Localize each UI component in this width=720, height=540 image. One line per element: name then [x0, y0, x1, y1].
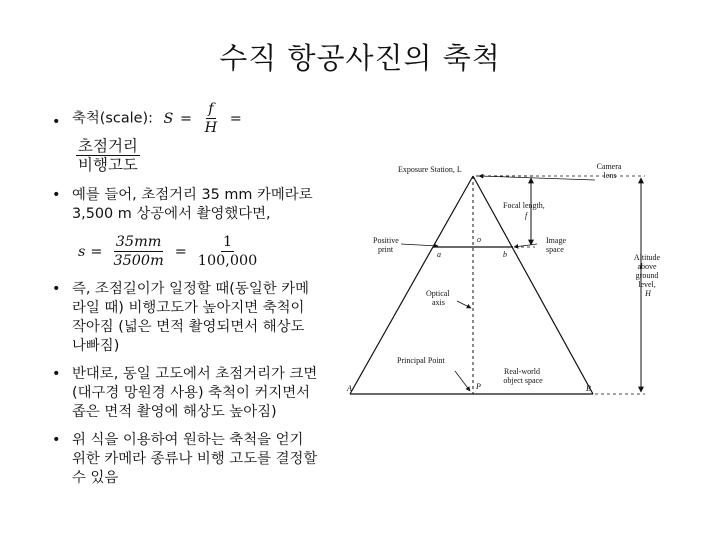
image-space-pointer — [514, 244, 537, 247]
bullet-example — [52, 186, 320, 224]
altitude-line3: ground — [635, 271, 659, 280]
formula-s: S — [163, 110, 174, 127]
fraction-words — [76, 137, 140, 174]
focal-length-line1: Focal length, — [503, 201, 545, 210]
example-fraction-result — [196, 233, 260, 270]
camera-lens-line2: lens — [603, 171, 617, 180]
positive-print-label — [373, 236, 401, 254]
result-denominator: 100,000 — [197, 253, 258, 269]
real-world-label — [503, 367, 543, 385]
fraction-focal-length: 초점거리 — [78, 137, 138, 155]
formula-equals-2: = — [229, 110, 242, 127]
optical-axis-pointer — [457, 301, 471, 308]
scale-label: 축척(scale): — [72, 110, 153, 127]
point-P-label: P — [476, 382, 481, 391]
point-B-label: B — [586, 384, 591, 393]
focal-effect-text: 반대로, 동일 고도에서 초점거리가 크면(대구경 망원경 사용) 축척이 커지면서 좁은 면적 촬영에 해상도 높아짐) — [72, 366, 318, 420]
optical-axis-line1: Optical — [426, 289, 450, 298]
formula-equals: = — [179, 110, 193, 127]
positive-print-line2: print — [378, 245, 394, 254]
focal-length-line2: f — [525, 211, 528, 220]
example-fraction-mm — [111, 233, 165, 270]
example-equals: = — [90, 243, 103, 260]
camera-lens-pointer — [479, 176, 595, 180]
fraction-f-over-h — [203, 100, 220, 137]
real-world-line1: Real-world — [504, 367, 540, 376]
page-title: 수직 항공사진의 축척 — [219, 41, 501, 75]
camera-lens-line1: Camera — [596, 162, 622, 171]
real-world-line2: object space — [503, 376, 543, 385]
result-numerator: 1 — [222, 234, 233, 250]
bullet-dot: • — [52, 432, 61, 448]
fraction-flight-altitude: 비행고도 — [78, 156, 138, 174]
bullet-dot: • — [52, 187, 61, 203]
bullet-application — [52, 431, 320, 488]
optical-axis-label — [426, 289, 452, 307]
example-numerator: 35mm — [115, 234, 162, 250]
example-equation — [78, 233, 320, 270]
positive-print-pointer — [401, 244, 438, 246]
aerial-photo-geometry-diagram — [345, 158, 675, 404]
fraction-f: f — [208, 101, 214, 117]
altitude-line1: Altitude — [633, 253, 661, 262]
focal-length-label — [503, 201, 547, 220]
principal-point-pointer — [455, 371, 470, 391]
fraction-h: H — [204, 120, 218, 136]
bullet-list — [52, 100, 320, 497]
example-text: 예를 들어, 초점거리 35 mm 카메라로 3,500 m 상공에서 촬영했다면, — [72, 187, 313, 222]
image-space-line2: space — [546, 245, 564, 254]
altitude-line4: level, — [638, 280, 656, 289]
bullet-dot: • — [52, 114, 61, 130]
altitude-line5: H — [645, 289, 651, 298]
bullet-dot: • — [52, 281, 61, 297]
exposure-station-label: Exposure Station, L — [398, 165, 462, 174]
altitude-effect-text: 즉, 조점길이가 일정할 때(동일한 카메라일 때) 비행고도가 높아지면 축척이 작아짐 (넓은 면적 촬영되면서 해상도 나빠짐) — [72, 281, 310, 354]
camera-lens-label — [597, 162, 624, 180]
point-b-label: b — [503, 250, 507, 259]
altitude-line2: above — [637, 262, 657, 271]
example-equals-2: = — [174, 243, 187, 260]
bullet-altitude-effect — [52, 280, 320, 356]
optical-axis-line2: axis — [432, 298, 445, 307]
bullet-dot: • — [52, 366, 61, 382]
image-space-line1: Image — [546, 236, 566, 245]
image-space-label — [546, 236, 568, 254]
point-a-label: a — [437, 250, 441, 259]
application-text: 위 식을 이용하여 원하는 축척을 얻기 위한 카메라 종류나 비행 고도를 결정할 수 있음 — [72, 432, 318, 486]
point-o-label: o — [477, 235, 481, 244]
principal-point-label: Principal Point — [397, 356, 445, 365]
example-s: s — [78, 243, 86, 260]
bullet-focal-effect — [52, 365, 320, 422]
bullet-scale-definition — [52, 100, 320, 174]
altitude-label — [634, 253, 662, 298]
positive-print-line1: Positive — [373, 236, 399, 245]
point-A-label: A — [347, 384, 352, 393]
example-denominator: 3500m — [113, 253, 164, 269]
